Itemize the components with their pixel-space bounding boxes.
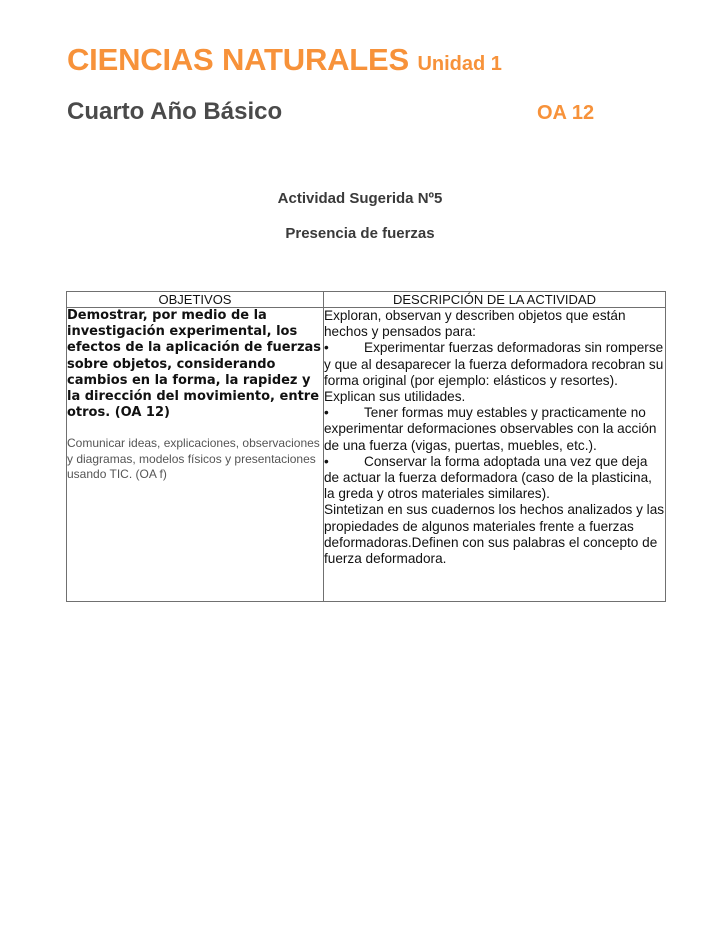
objective-main-text: Demostrar, por medio de la investigación experimental, los efectos de la aplicación de fuerzas sobre objetos, considerando cambios en la forma, la rapidez y la dirección del movimiento, entre otros. (OA 12)	[67, 308, 322, 421]
header-objectives: OBJETIVOS	[67, 292, 324, 308]
unit-label: Unidad 1	[417, 53, 502, 75]
objectives-cell	[67, 308, 324, 602]
bullet-icon: •	[324, 453, 329, 469]
bullet-icon: •	[324, 405, 329, 421]
table-row	[67, 308, 666, 602]
description-bullet: • Tener formas muy estables y practicamente no experimentar deformaciones observables con la acción de una fuerza (vigas, puertas, muebles, etc.).	[324, 405, 657, 453]
grade-label: Cuarto Año Básico	[67, 98, 283, 125]
objective-secondary-text: Comunicar ideas, explicaciones, observaciones y diagramas, modelos físicos y presentaciones usando TIC. (OA f)	[67, 436, 320, 482]
bullet-icon: •	[324, 340, 329, 356]
table-header-row	[67, 292, 666, 308]
oa-code-label: OA 12	[537, 102, 595, 124]
description-cell	[324, 308, 666, 602]
description-intro: Exploran, observan y describen objetos que están hechos y pensados para:	[324, 308, 626, 340]
header-description: DESCRIPCIÓN DE LA ACTIVIDAD	[324, 292, 666, 308]
description-closing: Sintetizan en sus cuadernos los hechos analizados y las propiedades de algunos materiales frente a fuerzas deformadoras.Definen con sus palabras el concepto de fuerza deformadora.	[324, 502, 665, 567]
document-header	[67, 42, 502, 78]
activity-table	[66, 291, 666, 602]
description-bullet: • Conservar la forma adoptada una vez que deja de actuar la fuerza deformadora (caso de la plasticina, la greda y otros materiales similares).	[324, 453, 652, 502]
subject-title: CIENCIAS NATURALES	[67, 42, 410, 77]
description-bullet: • Experimentar fuerzas deformadoras sin romperse y que al desaparecer la fuerza deformadora recobran su forma original (por ejemplo: elásticos y resortes). Explican sus utilidades.	[324, 340, 664, 405]
activity-subtitle: Presencia de fuerzas	[285, 225, 435, 242]
activity-title: Actividad Sugerida Nº5	[277, 190, 443, 207]
